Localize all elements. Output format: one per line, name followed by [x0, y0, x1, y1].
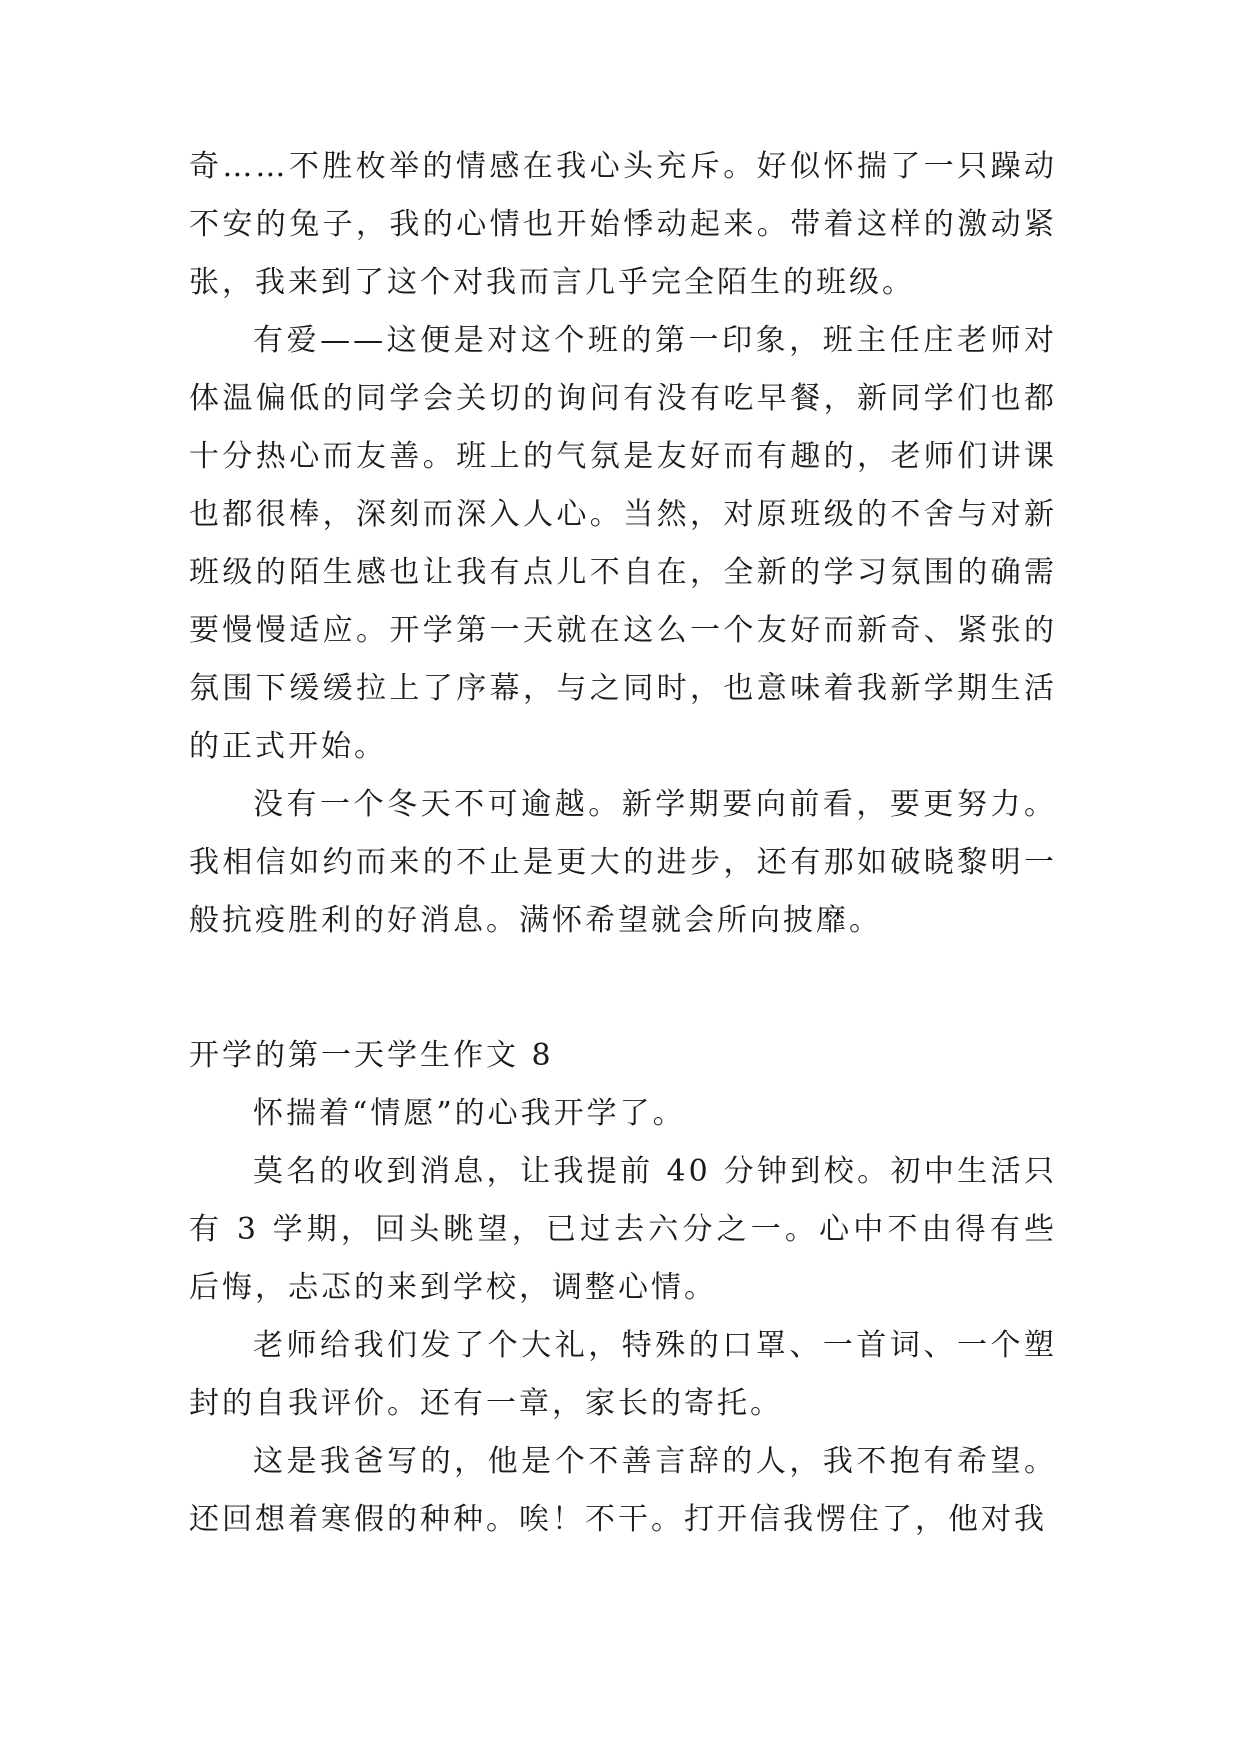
paragraph: 莫名的收到消息，让我提前 40 分钟到校。初中生活只有 3 学期，回头眺望，已过去六分之一。心中不由得有些后悔，忐忑的来到学校，调整心情。: [189, 1154, 1057, 1305]
paragraph: 这是我爸写的，他是个不善言辞的人，我不抱有希望。还回想着寒假的种种。唉！不干。打开信我愣住了，他对我: [189, 1444, 1057, 1537]
section-two: [189, 1027, 1057, 1549]
section-heading: 开学的第一天学生作文 8: [189, 1038, 554, 1073]
paragraph-continued: 奇……不胜枚举的情感在我心头充斥。好似怀揣了一只躁动不安的兔子，我的心情也开始悸动起来。带着这样的激动紧张，我来到了这个对我而言几乎完全陌生的班级。: [189, 149, 1057, 300]
paragraph: 有爱——这便是对这个班的第一印象，班主任庄老师对体温偏低的同学会关切的询问有没有吃早餐，新同学们也都十分热心而友善。班上的气氛是友好而有趣的，老师们讲课也都很棒，深刻而深入人心。当然，对原班级的不舍与对新班级的陌生感也让我有点儿不自在，全新的学习氛围的确需要慢慢适应。开学第一天就在这么一个友好而新奇、紧张的氛围下缓缓拉上了序幕，与之同时，也意味着我新学期生活的正式开始。: [189, 323, 1057, 764]
paragraph: 老师给我们发了个大礼，特殊的口罩、一首词、一个塑封的自我评价。还有一章，家长的寄托。: [189, 1328, 1057, 1421]
paragraph: 怀揣着“情愿”的心我开学了。: [253, 1096, 686, 1131]
paragraph: 没有一个冬天不可逾越。新学期要向前看，要更努力。我相信如约而来的不止是更大的进步，还有那如破晓黎明一般抗疫胜利的好消息。满怀希望就会所向披靡。: [189, 787, 1057, 938]
document-body: [189, 138, 1057, 950]
